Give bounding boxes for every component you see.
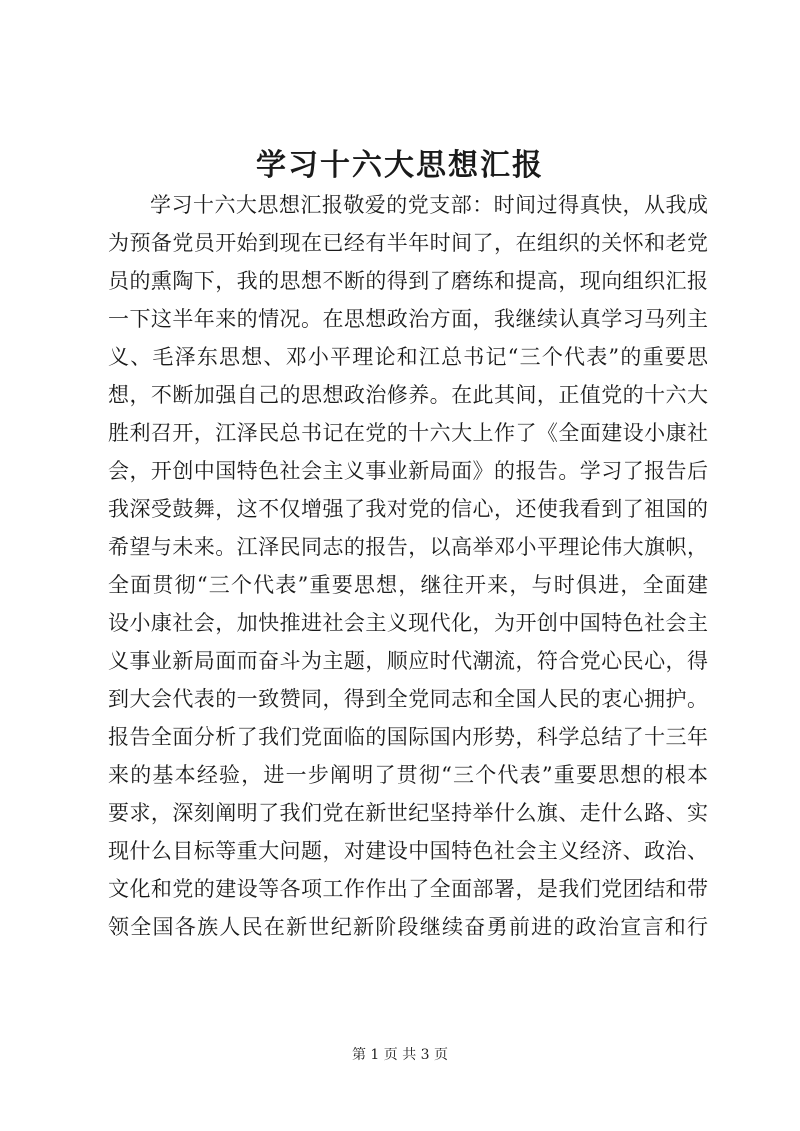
body-text-line: 到大会代表的一致赞同，得到全党同志和全国人民的衷心拥护。: [108, 687, 708, 711]
body-text-line: 希望与未来。江泽民同志的报告，以高举邓小平理论伟大旗帜，: [108, 535, 708, 559]
body-text-line: 一下这半年来的情况。在思想政治方面，我继续认真学习马列主: [108, 307, 708, 331]
body-text-line: 学习十六大思想汇报敬爱的党支部：时间过得真快，从我成: [150, 193, 708, 217]
body-text-line: 想，不断加强自己的思想政治修养。在此其间，正值党的十六大: [108, 383, 708, 407]
body-text-line: 设小康社会，加快推进社会主义现代化，为开创中国特色社会主: [108, 611, 708, 635]
body-text-line: 现什么目标等重大问题，对建设中国特色社会主义经济、政治、: [108, 839, 708, 863]
document-title: 学习十六大思想汇报: [256, 148, 544, 183]
page-footer: 第 1 页 共 3 页: [351, 1047, 449, 1063]
body-text-line: 领全国各族人民在新世纪新阶段继续奋勇前进的政治宣言和行: [108, 915, 708, 939]
body-text-line: 义事业新局面而奋斗为主题，顺应时代潮流，符合党心民心，得: [108, 649, 708, 673]
body-text-line: 要求，深刻阐明了我们党在新世纪坚持举什么旗、走什么路、实: [108, 801, 708, 825]
document-body: [108, 186, 708, 946]
body-text-line: 来的基本经验，进一步阐明了贯彻“三个代表”重要思想的根本: [108, 763, 708, 787]
body-text-line: 胜利召开，江泽民总书记在党的十六大上作了《全面建设小康社: [108, 421, 708, 445]
body-text-line: 文化和党的建设等各项工作作出了全面部署，是我们党团结和带: [108, 877, 708, 901]
body-text-line: 我深受鼓舞，这不仅增强了我对党的信心，还使我看到了祖国的: [108, 497, 708, 521]
body-text-line: 全面贯彻“三个代表”重要思想，继往开来，与时俱进，全面建: [108, 573, 708, 597]
body-text-line: 为预备党员开始到现在已经有半年时间了，在组织的关怀和老党: [108, 231, 708, 255]
body-text-line: 报告全面分析了我们党面临的国际国内形势，科学总结了十三年: [108, 725, 708, 749]
body-text-line: 义、毛泽东思想、邓小平理论和江总书记“三个代表”的重要思: [108, 345, 708, 369]
body-text-line: 员的熏陶下，我的思想不断的得到了磨练和提高，现向组织汇报: [108, 269, 708, 293]
body-text-line: 会，开创中国特色社会主义事业新局面》的报告。学习了报告后: [108, 459, 708, 483]
